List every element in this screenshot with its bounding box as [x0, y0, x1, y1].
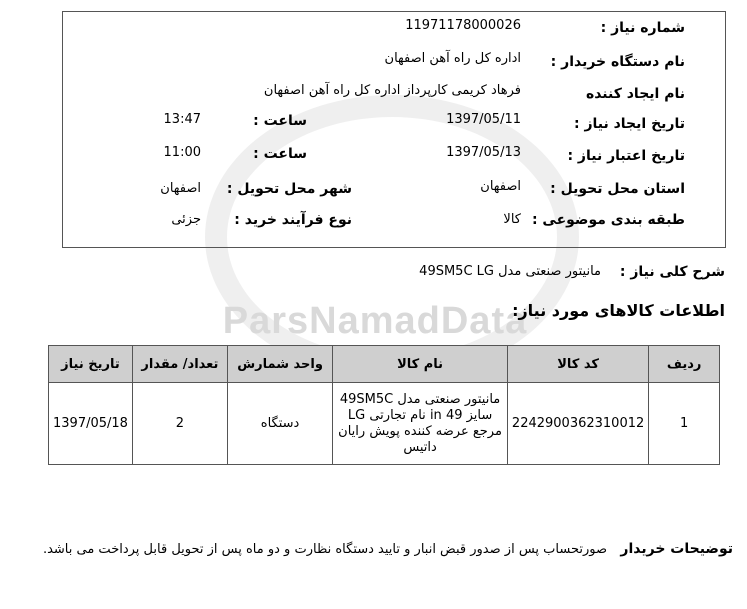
items-table-header [49, 346, 720, 383]
category-label: طبقه بندی موضوعی : [531, 212, 685, 228]
watermark-text: ParsNamadData [222, 300, 528, 342]
need-number-label: شماره نیاز : [600, 20, 685, 36]
col-date: تاریخ نیاز [49, 346, 133, 383]
create-date-value: 1397/05/11 [446, 112, 521, 127]
create-time-label: ساعت : [253, 113, 307, 129]
valid-time-label: ساعت : [253, 146, 307, 162]
valid-time-value: 11:00 [163, 145, 201, 160]
buyer-org-label: نام دستگاه خریدار : [550, 54, 685, 70]
cell-unit: دستگاه [227, 383, 332, 465]
col-row: ردیف [649, 346, 720, 383]
cell-code: 2242900362310012 [507, 383, 648, 465]
buyer-notes-value: صورتحساب پس از صدور قبض انبار و تایید دستگاه نظارت و دو ماه پس از تحویل قابل پرداخت می باشد. [42, 542, 607, 557]
summary-label: شرح کلی نیاز : [619, 264, 725, 280]
cell-row: 1 [649, 383, 720, 465]
col-qty: تعداد/ مقدار [132, 346, 227, 383]
create-time-value: 13:47 [163, 112, 201, 127]
valid-date-value: 1397/05/13 [446, 145, 521, 160]
valid-date-label: تاریخ اعتبار نیاز : [567, 148, 685, 164]
buyer-org-value: اداره کل راه آهن اصفهان [384, 51, 521, 66]
summary-value: مانیتور صنعتی مدل 49SM5C LG [419, 264, 601, 279]
need-number-value: 11971178000026 [405, 18, 521, 33]
col-unit: واحد شمارش [227, 346, 332, 383]
cell-date: 1397/05/18 [49, 383, 133, 465]
creator-label: نام ایجاد کننده [585, 86, 685, 102]
create-date-label: تاریخ ایجاد نیاز : [573, 116, 685, 132]
city-value: اصفهان [160, 181, 201, 196]
city-label: شهر محل تحویل : [226, 181, 352, 197]
buyer-notes-label: توضیحات خریدار [620, 541, 733, 557]
cell-qty: 2 [132, 383, 227, 465]
process-value: جزئی [171, 212, 201, 227]
col-name: نام کالا [333, 346, 508, 383]
table-row [49, 383, 720, 465]
category-value: کالا [503, 212, 521, 227]
items-table [48, 345, 720, 465]
province-label: استان محل تحویل : [550, 181, 685, 197]
col-code: کد کالا [507, 346, 648, 383]
province-value: اصفهان [480, 179, 521, 194]
process-label: نوع فرآیند خرید : [234, 212, 352, 228]
creator-value: فرهاد کریمی کارپرداز اداره کل راه آهن اصفهان [263, 83, 521, 98]
cell-name: مانیتور صنعتی مدل 49SM5C سایز 49 in نام تجارتی LG مرجع عرضه کننده پویش رایان داتیس [333, 383, 508, 465]
items-section-title: اطلاعات کالاهای مورد نیاز: [512, 301, 725, 320]
